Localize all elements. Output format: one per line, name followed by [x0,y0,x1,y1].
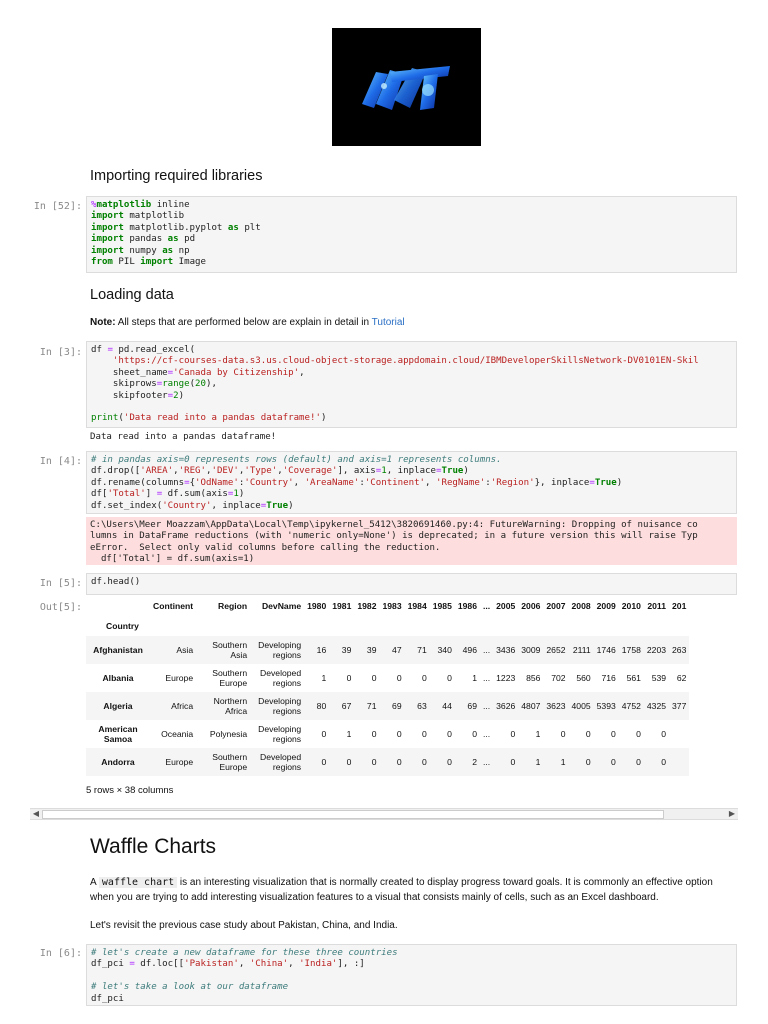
table-cell: 1 [346,729,352,739]
code-cell-clean-data[interactable]: # in pandas axis=0 represents rows (default) and axis=1 represents columns. df.drop(['AREA','REG','DEV','Type','Coverage'], axis=1, inplace=True) df.rename(columns={'OdName':'Country', 'AreaName':'Continent', 'RegName':'Region'}, inplace=True) df['Total'] = df.sum(axis=1) df.set_index('Country', inplace=True) [86,451,737,514]
table-cell: 539 [651,673,667,683]
logo-image [332,28,481,146]
table-cell: 39 [366,645,377,655]
table-cell: 0 [396,729,402,739]
table-cell: 44 [442,701,452,711]
table-cell: 2203 [646,645,667,655]
row-index-label: Albania [102,673,134,683]
table-cell: 0 [611,757,616,767]
dataframe-table [86,596,689,776]
column-header: 1984 [407,601,427,611]
table-cell: 0 [421,757,427,767]
column-header: 1981 [332,601,352,611]
table-cell: Polynesia [209,729,248,739]
table-cell: 0 [371,757,377,767]
table-cell: 47 [392,645,402,655]
table-cell: 0 [661,729,667,739]
table-cell: 0 [510,729,516,739]
output-horizontal-scrollbar[interactable] [30,808,738,820]
table-cell: Developing regions [258,640,302,660]
table-cell: 4325 [646,701,667,711]
column-header: 2009 [596,601,616,611]
table-cell: 39 [341,645,352,655]
table-cell: 0 [585,757,591,767]
table-cell: 0 [371,729,377,739]
table-cell: 1 [535,757,541,767]
table-cell: 856 [526,673,541,683]
table-cell: 1 [321,673,327,683]
table-cell: 0 [636,757,641,767]
table-row [86,692,689,720]
table-cell: Developing regions [258,724,302,744]
column-header: 1983 [382,601,402,611]
column-header: 1986 [457,601,477,611]
table-cell: 69 [392,701,402,711]
table-cell: 0 [585,729,591,739]
table-cell: 0 [396,757,402,767]
cell-prompt-in3: In [3]: [39,347,82,358]
table-cell: 560 [576,673,591,683]
table-cell: 2652 [546,645,566,655]
section-heading-waffle: Waffle Charts [90,835,217,858]
table-cell: 4807 [521,701,541,711]
table-cell: 0 [636,729,641,739]
table-cell [669,720,689,748]
table-cell: 0 [371,673,377,683]
table-cell: 377 [672,701,687,711]
table-cell: Southern Europe [212,668,248,688]
table-cell: Europe [165,757,194,767]
table-cell: 62 [676,673,687,683]
table-cell: 0 [472,729,477,739]
cell-prompt-out5: Out[5]: [39,602,82,613]
scroll-right-arrow[interactable]: ▶ [728,809,736,818]
table-row [86,720,689,748]
table-cell: 0 [661,757,667,767]
table-cell: 4752 [621,701,641,711]
column-header: 1980 [307,601,327,611]
table-cell: 0 [447,757,452,767]
index-name: Country [106,621,139,631]
waffle-intro-start: A [90,877,99,888]
note-label: Note: [90,317,116,328]
dataframe-shape: 5 rows × 38 columns [86,785,174,796]
table-cell: 0 [510,757,516,767]
cell-output-stderr-warning: C:\Users\Meer Moazzam\AppData\Local\Temp\ipykernel_5412\3820691460.py:4: FutureWarning: Dropping of nuisance co lumns in DataFrame reductions (with 'numeric only=None') is deprecated; in a future version this will raise Typ eError. Select only valid columns before calling the reduction. df['Total'] = df.sum(axis=1) [86,517,737,565]
row-index-label: Andorra [101,757,135,767]
table-cell: ... [482,645,491,655]
table-cell: 0 [396,673,402,683]
table-header-row [86,596,689,616]
column-header: DevName [261,601,302,611]
table-cell: Southern Europe [212,752,248,772]
table-cell: 0 [321,729,327,739]
table-cell: 496 [462,645,477,655]
table-cell: 16 [316,645,327,655]
code-cell-read-excel[interactable]: df = pd.read_excel( 'https://cf-courses-data.s3.us.cloud-object-storage.appdomain.cloud/IBMDeveloperSkillsNetwork-DV0101EN-Skil sheet_name='Canada by Citizenship', skiprows=range(20), skipfooter=2) print('Data read into a pandas dataframe!') [86,341,737,428]
table-cell: 71 [366,701,377,711]
row-index-label: Afghanistan [93,645,143,655]
table-cell: 71 [417,645,427,655]
column-header: ... [482,601,491,611]
table-cell: Developing regions [258,696,302,716]
table-body [86,636,689,776]
table-cell: 0 [421,729,427,739]
table-cell: 702 [551,673,566,683]
table-cell: 716 [601,673,616,683]
column-header: 2010 [621,601,641,611]
code-cell-df-pci[interactable]: # let's create a new dataframe for these three countries df_pci = df.loc[['Pakistan', 'China', 'India'], :] # let's take a look at our dataframe df_pci [86,944,737,1006]
table-cell: Europe [165,673,194,683]
table-cell: 2 [472,757,477,767]
table-cell: Developed regions [260,668,302,688]
table-cell: 3009 [521,645,541,655]
table-cell: 0 [346,757,352,767]
table-row [86,664,689,692]
table-cell: 0 [447,729,452,739]
table-cell: 3623 [546,701,566,711]
table-cell: 0 [421,673,427,683]
column-header: Region [217,601,248,611]
note-text: All steps that are performed below are explain in detail in [115,317,372,328]
code-cell-imports[interactable]: %matplotlib inline import matplotlib import matplotlib.pyplot as plt import pandas as pd import numpy as np from PIL import Image [86,196,737,273]
table-index-name-row [86,616,689,636]
table-cell: 67 [341,701,352,711]
code-cell-head[interactable]: df.head() [86,573,737,595]
table-cell: ... [482,757,491,767]
table-cell: 1 [472,673,477,683]
column-header: 201 [672,601,687,611]
cell-prompt-in4: In [4]: [39,456,82,467]
table-row [86,636,689,664]
table-cell: 80 [316,701,327,711]
table-cell: 5393 [596,701,616,711]
table-row [86,748,689,776]
column-header: 1985 [432,601,452,611]
column-header: 2011 [647,601,667,611]
table-cell: 1223 [496,673,516,683]
table-cell: Southern Asia [212,640,248,660]
scrollbar-thumb[interactable] [42,810,664,819]
table-cell: Africa [171,701,194,711]
tutorial-link[interactable]: Tutorial [371,317,405,328]
table-cell: ... [482,701,491,711]
table-cell: 4005 [571,701,591,711]
row-index-label: Algeria [103,701,133,711]
table-cell: 1746 [596,645,616,655]
column-header: 2006 [521,601,541,611]
cell-prompt-in5: In [5]: [39,578,82,589]
table-cell: 561 [626,673,641,683]
scroll-left-arrow[interactable]: ◀ [32,809,40,818]
cell-prompt-in6: In [6]: [39,948,82,959]
table-cell: 0 [560,729,566,739]
cell-prompt-in52: In [52]: [33,201,82,212]
table-cell: Northern Africa [213,696,248,716]
column-header: 1982 [357,601,377,611]
table-cell: 2111 [572,645,591,655]
column-header: 2008 [571,601,591,611]
table-cell: Asia [176,645,194,655]
section-heading-loading: Loading data [90,287,174,303]
table-cell [669,748,689,776]
table-cell: 0 [346,673,352,683]
table-cell: Oceania [161,729,194,739]
waffle-intro-rest: is an interesting visualization that is normally created to display progress toward goals. It is commonly an effective option when you are trying to add interesting visualization features to a visual that consists mainly of cells, such as an Excel dashboard. [90,877,713,903]
table-cell: 63 [417,701,427,711]
table-cell: 0 [447,673,452,683]
table-cell: 340 [437,645,452,655]
table-cell: Developed regions [260,752,302,772]
waffle-revisit-paragraph: Let's revisit the previous case study about Pakistan, China, and India. [90,920,398,931]
table-cell: 0 [321,757,327,767]
waffle-intro-paragraph [90,875,730,905]
column-header: 2005 [496,601,516,611]
table-cell: 1 [560,757,566,767]
table-cell: 1758 [621,645,641,655]
row-index-label: American Samoa [98,724,138,744]
inline-code-waffle-chart: waffle chart [99,877,177,888]
table-cell: 263 [672,645,687,655]
table-cell: 0 [611,729,616,739]
column-header: Continent [153,601,194,611]
table-cell: 3436 [496,645,516,655]
cell-output-stdout: Data read into a pandas dataframe! [90,432,277,442]
column-header: 2007 [546,601,566,611]
table-cell: 1 [535,729,541,739]
table-cell: ... [482,729,491,739]
table-cell: 3626 [496,701,516,711]
table-cell: ... [482,673,491,683]
section-heading-importing: Importing required libraries [90,168,263,184]
table-cell: 69 [467,701,477,711]
note-paragraph [90,315,730,330]
